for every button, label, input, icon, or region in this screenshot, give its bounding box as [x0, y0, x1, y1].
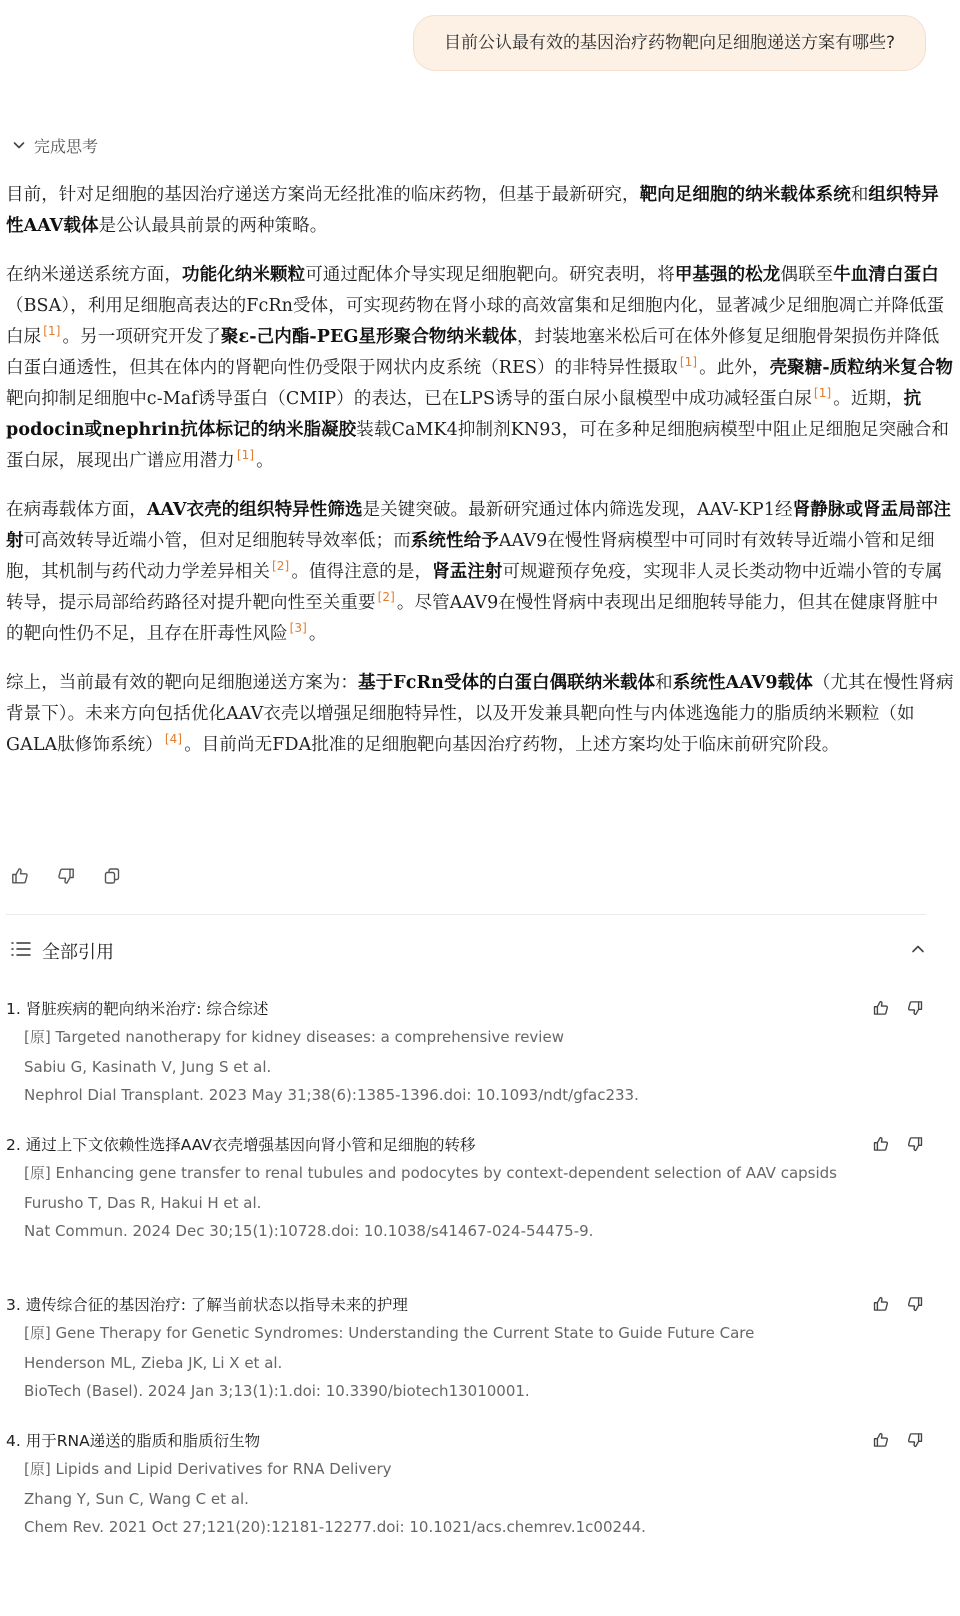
- bold-term: 靶向足细胞的纳米载体系统: [639, 185, 851, 205]
- answer-text: AAV9在慢性肾病模型中可同时有效转导近端小管和足细胞，其机制与药代动力学差异相关: [6, 531, 935, 582]
- reference-title[interactable]: 4. 用于RNA递送的脂质和脂质衍生物: [6, 1432, 261, 1450]
- answer-text: （尤其在慢性肾病背景下）。未来方向包括优化AAV衣壳以增强足细胞特异性，以及开发兼具靶向性与内体逃逸能力的脂质纳米颗粒（如GALA肽修饰系统）: [6, 673, 954, 755]
- references-list: [6, 992, 926, 1560]
- reference-authors: Furusho T, Das R, Hakui H et al.: [24, 1194, 262, 1212]
- thumbs-down-icon: [906, 999, 924, 1017]
- reference-dislike-button[interactable]: [904, 1293, 926, 1315]
- answer-text: 。另一项研究开发了: [62, 327, 221, 347]
- bold-term: 系统性给予: [410, 531, 499, 551]
- citation-marker[interactable]: [1]: [679, 355, 698, 369]
- answer-text: 。近期，: [833, 389, 904, 409]
- answer-text: 是关键突破。最新研究通过体内筛选发现，AAV-KP1经: [362, 500, 793, 520]
- answer-paragraph: [6, 495, 954, 650]
- thumbs-down-icon: [906, 1135, 924, 1153]
- reference-title[interactable]: 1. 肾脏疾病的靶向纳米治疗: 综合综述: [6, 1000, 269, 1018]
- answer-text: 可高效转导近端小管，但对足细胞转导效率低；而: [23, 531, 411, 551]
- answer-text: 和: [850, 185, 869, 205]
- thumbs-down-icon: [906, 1295, 924, 1313]
- bold-term: 系统性AAV9载体: [672, 673, 813, 693]
- answer-text: 。: [308, 624, 327, 644]
- thinking-toggle[interactable]: [12, 132, 98, 158]
- reference-authors: Sabiu G, Kasinath V, Jung S et al.: [24, 1058, 272, 1076]
- reference-title[interactable]: 2. 通过上下文依赖性选择AAV衣壳增强基因向肾小管和足细胞的转移: [6, 1136, 476, 1154]
- citation-marker[interactable]: [1]: [813, 386, 832, 400]
- answer-text: 。值得注意的是，: [291, 562, 433, 582]
- reference-source: Nat Commun. 2024 Dec 30;15(1):10728.doi: 10.1038/s41467-024-54475-9.: [24, 1222, 594, 1240]
- answer-text: 是公认最具前景的两种策略。: [98, 216, 328, 236]
- answer-text: 。此外，: [699, 358, 770, 378]
- answer-text: 。目前尚无FDA批准的足细胞靶向基因治疗药物，上述方案均处于临床前研究阶段。: [184, 735, 840, 755]
- thumbs-up-icon: [872, 1295, 890, 1313]
- citation-marker[interactable]: [2]: [272, 559, 290, 573]
- reference-source: Chem Rev. 2021 Oct 27;121(20):12181-12277.doi: 10.1021/acs.chemrev.1c00244.: [24, 1518, 646, 1536]
- reference-like-button[interactable]: [870, 1429, 892, 1451]
- thumbs-up-icon: [872, 1135, 890, 1153]
- dislike-button[interactable]: [54, 866, 78, 890]
- answer-text: 在纳米递送系统方面，: [6, 265, 182, 285]
- answer-body: [6, 180, 954, 779]
- bold-term: 抗podocin或nephrin抗体标记的纳米脂凝胶: [6, 389, 922, 440]
- reference-like-button[interactable]: [870, 997, 892, 1019]
- reference-item: [6, 1288, 926, 1424]
- answer-text: 装载CaMK4抑制剂KN93，可在多种足细胞病模型中阻止足细胞足突融合和蛋白尿，展现出广谱应用潜力: [6, 420, 949, 471]
- bold-term: 功能化纳米颗粒: [182, 265, 306, 285]
- answer-paragraph: [6, 260, 954, 477]
- bold-term: 牛血清白蛋白: [833, 265, 939, 285]
- answer-text: 和: [655, 673, 673, 693]
- references-header[interactable]: [10, 936, 926, 966]
- thumbs-up-icon: [872, 1431, 890, 1449]
- answer-text: 可通过配体介导实现足细胞靶向。研究表明，将: [305, 265, 675, 285]
- thumbs-up-icon: [10, 866, 30, 890]
- references-title-wrap: [10, 938, 114, 964]
- reference-dislike-button[interactable]: [904, 1429, 926, 1451]
- reference-like-button[interactable]: [870, 1293, 892, 1315]
- citation-marker[interactable]: [1]: [43, 324, 61, 338]
- reference-source: BioTech (Basel). 2024 Jan 3;13(1):1.doi: 10.3390/biotech13010001.: [24, 1382, 530, 1400]
- reference-original-title: [原] Gene Therapy for Genetic Syndromes: Understanding the Current State to Guide Future Care: [24, 1324, 755, 1342]
- citation-marker[interactable]: [2]: [377, 590, 395, 604]
- user-question-bubble: 目前公认最有效的基因治疗药物靶向足细胞递送方案有哪些?: [413, 15, 926, 71]
- bold-term: 肾盂注射: [432, 562, 503, 582]
- copy-icon: [102, 866, 122, 890]
- reference-authors: Henderson ML, Zieba JK, Li X et al.: [24, 1354, 283, 1372]
- reference-votes: [870, 1293, 926, 1315]
- reference-authors: Zhang Y, Sun C, Wang C et al.: [24, 1490, 249, 1508]
- reference-votes: [870, 997, 926, 1019]
- chevron-down-icon: [12, 138, 26, 152]
- answer-text: 在病毒载体方面，: [6, 500, 147, 520]
- bold-term: 甲基强的松龙: [674, 265, 781, 285]
- list-icon: [10, 939, 32, 963]
- reference-item: [6, 1424, 926, 1560]
- citation-marker[interactable]: [1]: [236, 448, 255, 462]
- reference-original-title: [原] Targeted nanotherapy for kidney diseases: a comprehensive review: [24, 1028, 564, 1046]
- bold-term: 组织特异性AAV载体: [6, 185, 939, 236]
- bold-term: 肾静脉或肾盂局部注射: [6, 500, 952, 551]
- answer-paragraph: [6, 180, 954, 242]
- answer-text: （BSA），利用足细胞高表达的FcRn受体，可实现药物在肾小球的高效富集和足细胞内化，显著减少足细胞凋亡并降低蛋白尿: [6, 296, 945, 347]
- thumbs-down-icon: [906, 1431, 924, 1449]
- bold-term: AAV衣壳的组织特异性筛选: [146, 500, 363, 520]
- reference-like-button[interactable]: [870, 1133, 892, 1155]
- answer-text: 偶联至: [780, 265, 834, 285]
- bold-term: 聚ε-己内酯-PEG星形聚合物纳米载体: [220, 327, 517, 347]
- reference-dislike-button[interactable]: [904, 997, 926, 1019]
- reference-item: [6, 1128, 926, 1288]
- answer-paragraph: [6, 668, 954, 761]
- answer-text: 。: [256, 451, 274, 471]
- section-divider: [6, 914, 926, 915]
- answer-text: 综上，当前最有效的靶向足细胞递送方案为：: [6, 673, 358, 693]
- reference-title[interactable]: 3. 遗传综合征的基因治疗: 了解当前状态以指导未来的护理: [6, 1296, 408, 1314]
- thumbs-down-icon: [56, 866, 76, 890]
- answer-text: 可规避预存免疫，实现非人灵长类动物中近端小管的专属转导，提示局部给药路径对提升靶向性至关重要: [6, 562, 943, 613]
- answer-text: ，封装地塞米松后可在体外修复足细胞骨架损伤并降低白蛋白通透性，但其在体内的肾靶向性仍受限于网状内皮系统（RES）的非特异性摄取: [6, 327, 940, 378]
- bold-term: 壳聚糖-质粒纳米复合物: [769, 358, 953, 378]
- answer-text: 目前，针对足细胞的基因治疗递送方案尚无经批准的临床药物，但基于最新研究，: [6, 185, 640, 205]
- reference-original-title: [原] Lipids and Lipid Derivatives for RNA Delivery: [24, 1460, 392, 1478]
- answer-text: 。尽管AAV9在慢性肾病中表现出足细胞转导能力，但其在健康肾脏中的靶向性仍不足，且存在肝毒性风险: [6, 593, 939, 644]
- bold-term: 基于FcRn受体的白蛋白偶联纳米载体: [358, 673, 656, 693]
- thinking-label: 完成思考: [34, 136, 99, 156]
- answer-text: 靶向抑制足细胞中c-Maf诱导蛋白（CMIP）的表达，已在LPS诱导的蛋白尿小鼠模型中成功减轻蛋白尿: [6, 389, 812, 409]
- reference-source: Nephrol Dial Transplant. 2023 May 31;38(6):1385-1396.doi: 10.1093/ndt/gfac233.: [24, 1086, 639, 1104]
- answer-actions: [8, 866, 124, 890]
- reference-dislike-button[interactable]: [904, 1133, 926, 1155]
- reference-votes: [870, 1133, 926, 1155]
- citation-marker[interactable]: [3]: [289, 621, 307, 635]
- reference-item: [6, 992, 926, 1128]
- copy-button[interactable]: [100, 866, 124, 890]
- references-title: 全部引用: [42, 942, 114, 963]
- chevron-up-icon[interactable]: [910, 941, 926, 961]
- like-button[interactable]: [8, 866, 32, 890]
- reference-votes: [870, 1429, 926, 1451]
- reference-original-title: [原] Enhancing gene transfer to renal tubules and podocytes by context-dependent selection of AAV capsids: [24, 1164, 837, 1182]
- citation-marker[interactable]: [4]: [164, 732, 183, 746]
- thumbs-up-icon: [872, 999, 890, 1017]
